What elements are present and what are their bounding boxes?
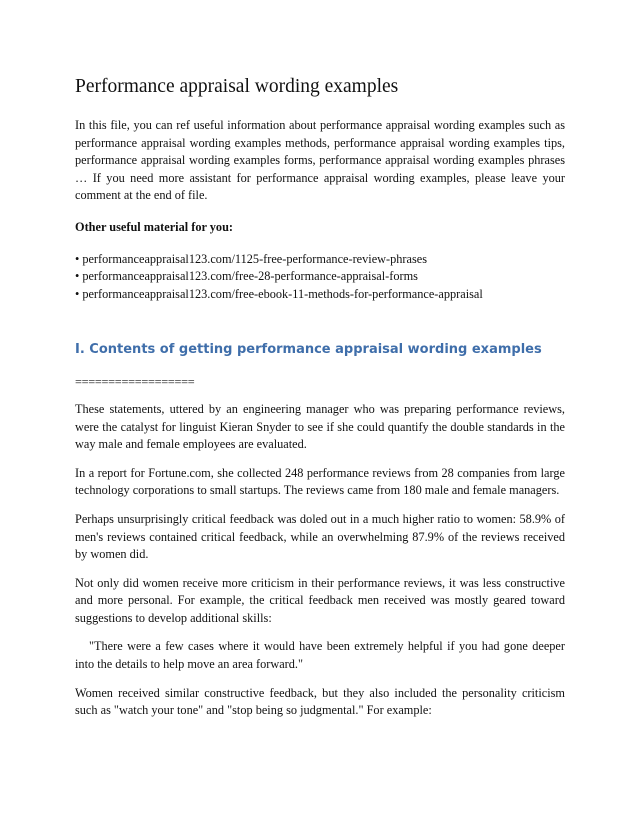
quote-paragraph: "There were a few cases where it would have been extremely helpful if you had gone deeper into the details to help move an area forward." (75, 639, 565, 672)
list-item[interactable] (75, 286, 565, 304)
list-item[interactable] (75, 251, 565, 269)
list-item[interactable] (75, 268, 565, 286)
document-title: Performance appraisal wording examples (75, 76, 399, 97)
link-text[interactable]: performanceappraisal123.com/free-ebook-11-methods-for-performance-appraisal (82, 286, 483, 301)
separator-line: ================== (75, 375, 195, 390)
link-text[interactable]: performanceappraisal123.com/1125-free-performance-review-phrases (82, 251, 428, 266)
bullet-icon: • (75, 286, 80, 301)
bullet-icon: • (75, 251, 80, 266)
body-paragraph: These statements, uttered by an engineering manager who was preparing performance reviews, were the catalyst for linguist Kieran Snyder to see if she could quantify the double standards in the way male and female employees are evaluated. (75, 401, 565, 452)
useful-links-list (75, 251, 565, 304)
section-heading: I. Contents of getting performance appraisal wording examples (75, 342, 542, 358)
bullet-icon: • (75, 269, 80, 284)
body-paragraph: Not only did women receive more criticism in their performance reviews, it was less constructive and more personal. For example, the critical feedback men received was mostly geared toward suggestions to develop additional skills: (75, 575, 565, 625)
body-paragraph: Perhaps unsurprisingly critical feedback was doled out in a much higher ratio to women: 58.9% of men's reviews contained critical feedback, while an overwhelming 87.9% of the reviews received by women did. (75, 511, 565, 562)
body-paragraph: In a report for Fortune.com, she collected 248 performance reviews from 28 companies from large technology corporations to small startups. The reviews came from 180 male and female managers. (75, 465, 565, 498)
document-page (75, 75, 565, 720)
closing-paragraph: Women received similar constructive feedback, but they also included the personality criticism such as "watch your tone" and "stop being so judgmental." For example: (75, 685, 565, 718)
other-material-heading: Other useful material for you: (75, 219, 234, 234)
intro-paragraph: In this file, you can ref useful information about performance appraisal wording examples such as performance appraisal wording examples methods, performance appraisal wording examples tips, performance appraisal wording examples forms, performance appraisal wording examples phrases … If you need more assistant for performance appraisal wording examples, please leave your comment at the end of file. (75, 118, 565, 203)
link-text[interactable]: performanceappraisal123.com/free-28-performance-appraisal-forms (82, 269, 418, 284)
